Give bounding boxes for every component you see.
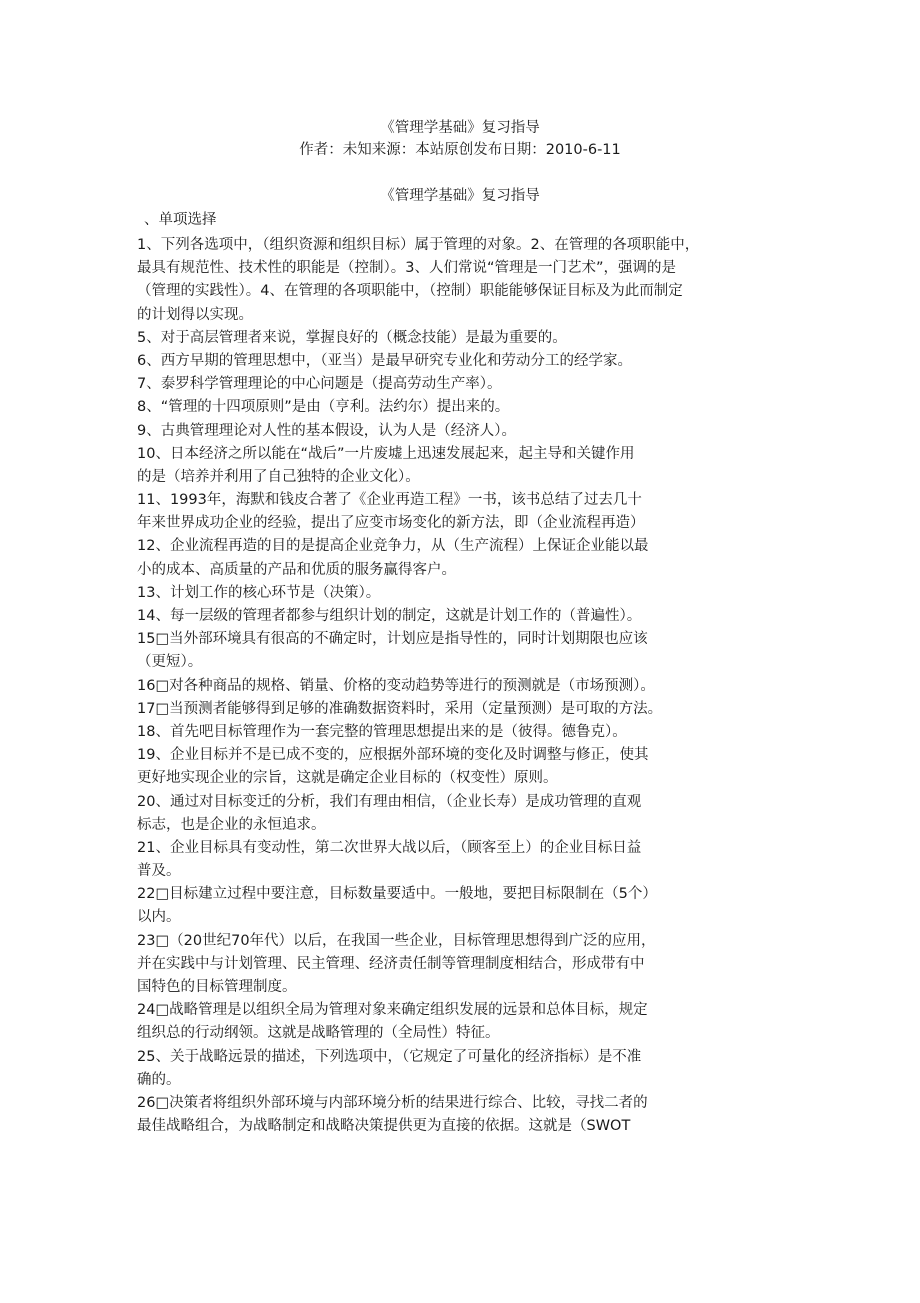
text-line: 24□战略管理是以组织全局为管理对象来确定组织发展的远景和总体目标，规定 [137,1002,648,1019]
text-line: 并在实践中与计划管理、民主管理、经济责任制等管理制度相结合，形成带有中 [137,955,645,972]
document-meta: 作者：未知来源：本站原创发布日期：2010-6-11 [299,142,621,158]
text-line: 16□对各种商品的规格、销量、价格的变动趋势等进行的预测就是（市场预测）。 [137,677,655,694]
text-line: 最具有规范性、技术性的职能是（控制）。3、人们常说“管理是一门艺术”，强调的是 [137,260,676,277]
text-line: 标志，也是企业的永恒追求。 [137,816,326,833]
text-line: 10、日本经济之所以能在“战后”一片废墟上迅速发展起来，起主导和关键作用 [137,445,635,462]
text-line: 普及。 [137,863,181,880]
text-line: 1、下列各选项中，（组织资源和组织目标）属于管理的对象。2、在管理的各项职能中， [137,237,700,253]
text-line: 的计划得以实现。 [137,306,253,323]
text-line: 国特色的目标管理制度。 [137,979,297,995]
text-line: 22□目标建立过程中要注意，目标数量要适中。一般地，要把目标限制在（5个） [137,886,657,903]
text-line: （更短）。 [137,654,203,671]
document-body [137,234,787,1138]
text-line: 7、泰罗科学管理理论的中心问题是（提高劳动生产率）。 [137,376,502,393]
text-line: 最佳战略组合，为战略制定和战略决策提供更为直接的依据。这就是（SWOT [137,1118,631,1135]
text-line: 组织总的行动纲领。这就是战略管理的（全局性）特征。 [137,1025,500,1042]
text-line: 19、企业目标并不是已成不变的，应根据外部环境的变化及时调整与修正，使其 [137,747,649,764]
text-line: 14、每一层级的管理者都参与组织计划的制定，这就是计划工作的（普遍性）。 [137,608,642,624]
section-title: 、单项选择 [144,212,217,228]
text-line: 确的。 [137,1071,181,1088]
text-line: 更好地实现企业的宗旨，这就是确定企业目标的（权变性）原则。 [137,770,558,787]
text-line: 11、1993年，海默和钱皮合著了《企业再造工程》一书，该书总结了过去几十 [137,492,642,509]
text-line: 25、关于战略远景的描述，下列选项中，（它规定了可量化的经济指标）是不准 [137,1048,642,1065]
text-line: 9、古典管理理论对人性的基本假设，认为人是（经济人）。 [137,422,516,439]
text-line: 年来世界成功企业的经验，提出了应变市场变化的新方法，即（企业流程再造） [137,515,645,532]
document-subtitle: 《管理学基础》复习指导 [380,188,540,204]
text-line: 15□当外部环境具有很高的不确定时，计划应是指导性的，同时计划期限也应该 [137,631,648,648]
text-line: 23□（20世纪70年代）以后，在我国一些企业，目标管理思想得到广泛的应用， [137,932,656,949]
text-line: 12、企业流程再造的目的是提高企业竞争力，从（生产流程）上保证企业能以最 [137,538,649,555]
text-line: （管理的实践性）。4、在管理的各项职能中，（控制）职能能够保证目标及为此而制定 [137,283,683,300]
text-line: 26□决策者将组织外部环境与内部环境分析的结果进行综合、比较，寻找二者的 [137,1094,648,1111]
text-line: 18、首先吧目标管理作为一套完整的管理思想提出来的是（彼得。德鲁克）。 [137,723,627,740]
text-line: 8、“管理的十四项原则”是由（亨利。法约尔）提出来的。 [137,399,510,416]
text-line: 17□当预测者能够得到足够的准确数据资料时，采用（定量预测）是可取的方法。 [137,700,663,717]
text-line: 以内。 [137,909,181,926]
text-line: 小的成本、高质量的产品和优质的服务赢得客户。 [137,561,456,578]
document-title: 《管理学基础》复习指导 [380,120,540,136]
text-line: 13、计划工作的核心环节是（决策）。 [137,584,381,601]
text-line: 21、企业目标具有变动性，第二次世界大战以后，（顾客至上）的企业目标日益 [137,839,642,856]
text-line: 6、西方早期的管理思想中，（亚当）是最早研究专业化和劳动分工的经学家。 [137,352,632,369]
text-line: 5、对于高层管理者来说，掌握良好的（概念技能）是最为重要的。 [137,329,567,346]
text-line: 的是（培养并利用了自己独特的企业文化）。 [137,468,420,485]
text-line: 20、通过对目标变迁的分析，我们有理由相信，（企业长寿）是成功管理的直观 [137,793,642,810]
